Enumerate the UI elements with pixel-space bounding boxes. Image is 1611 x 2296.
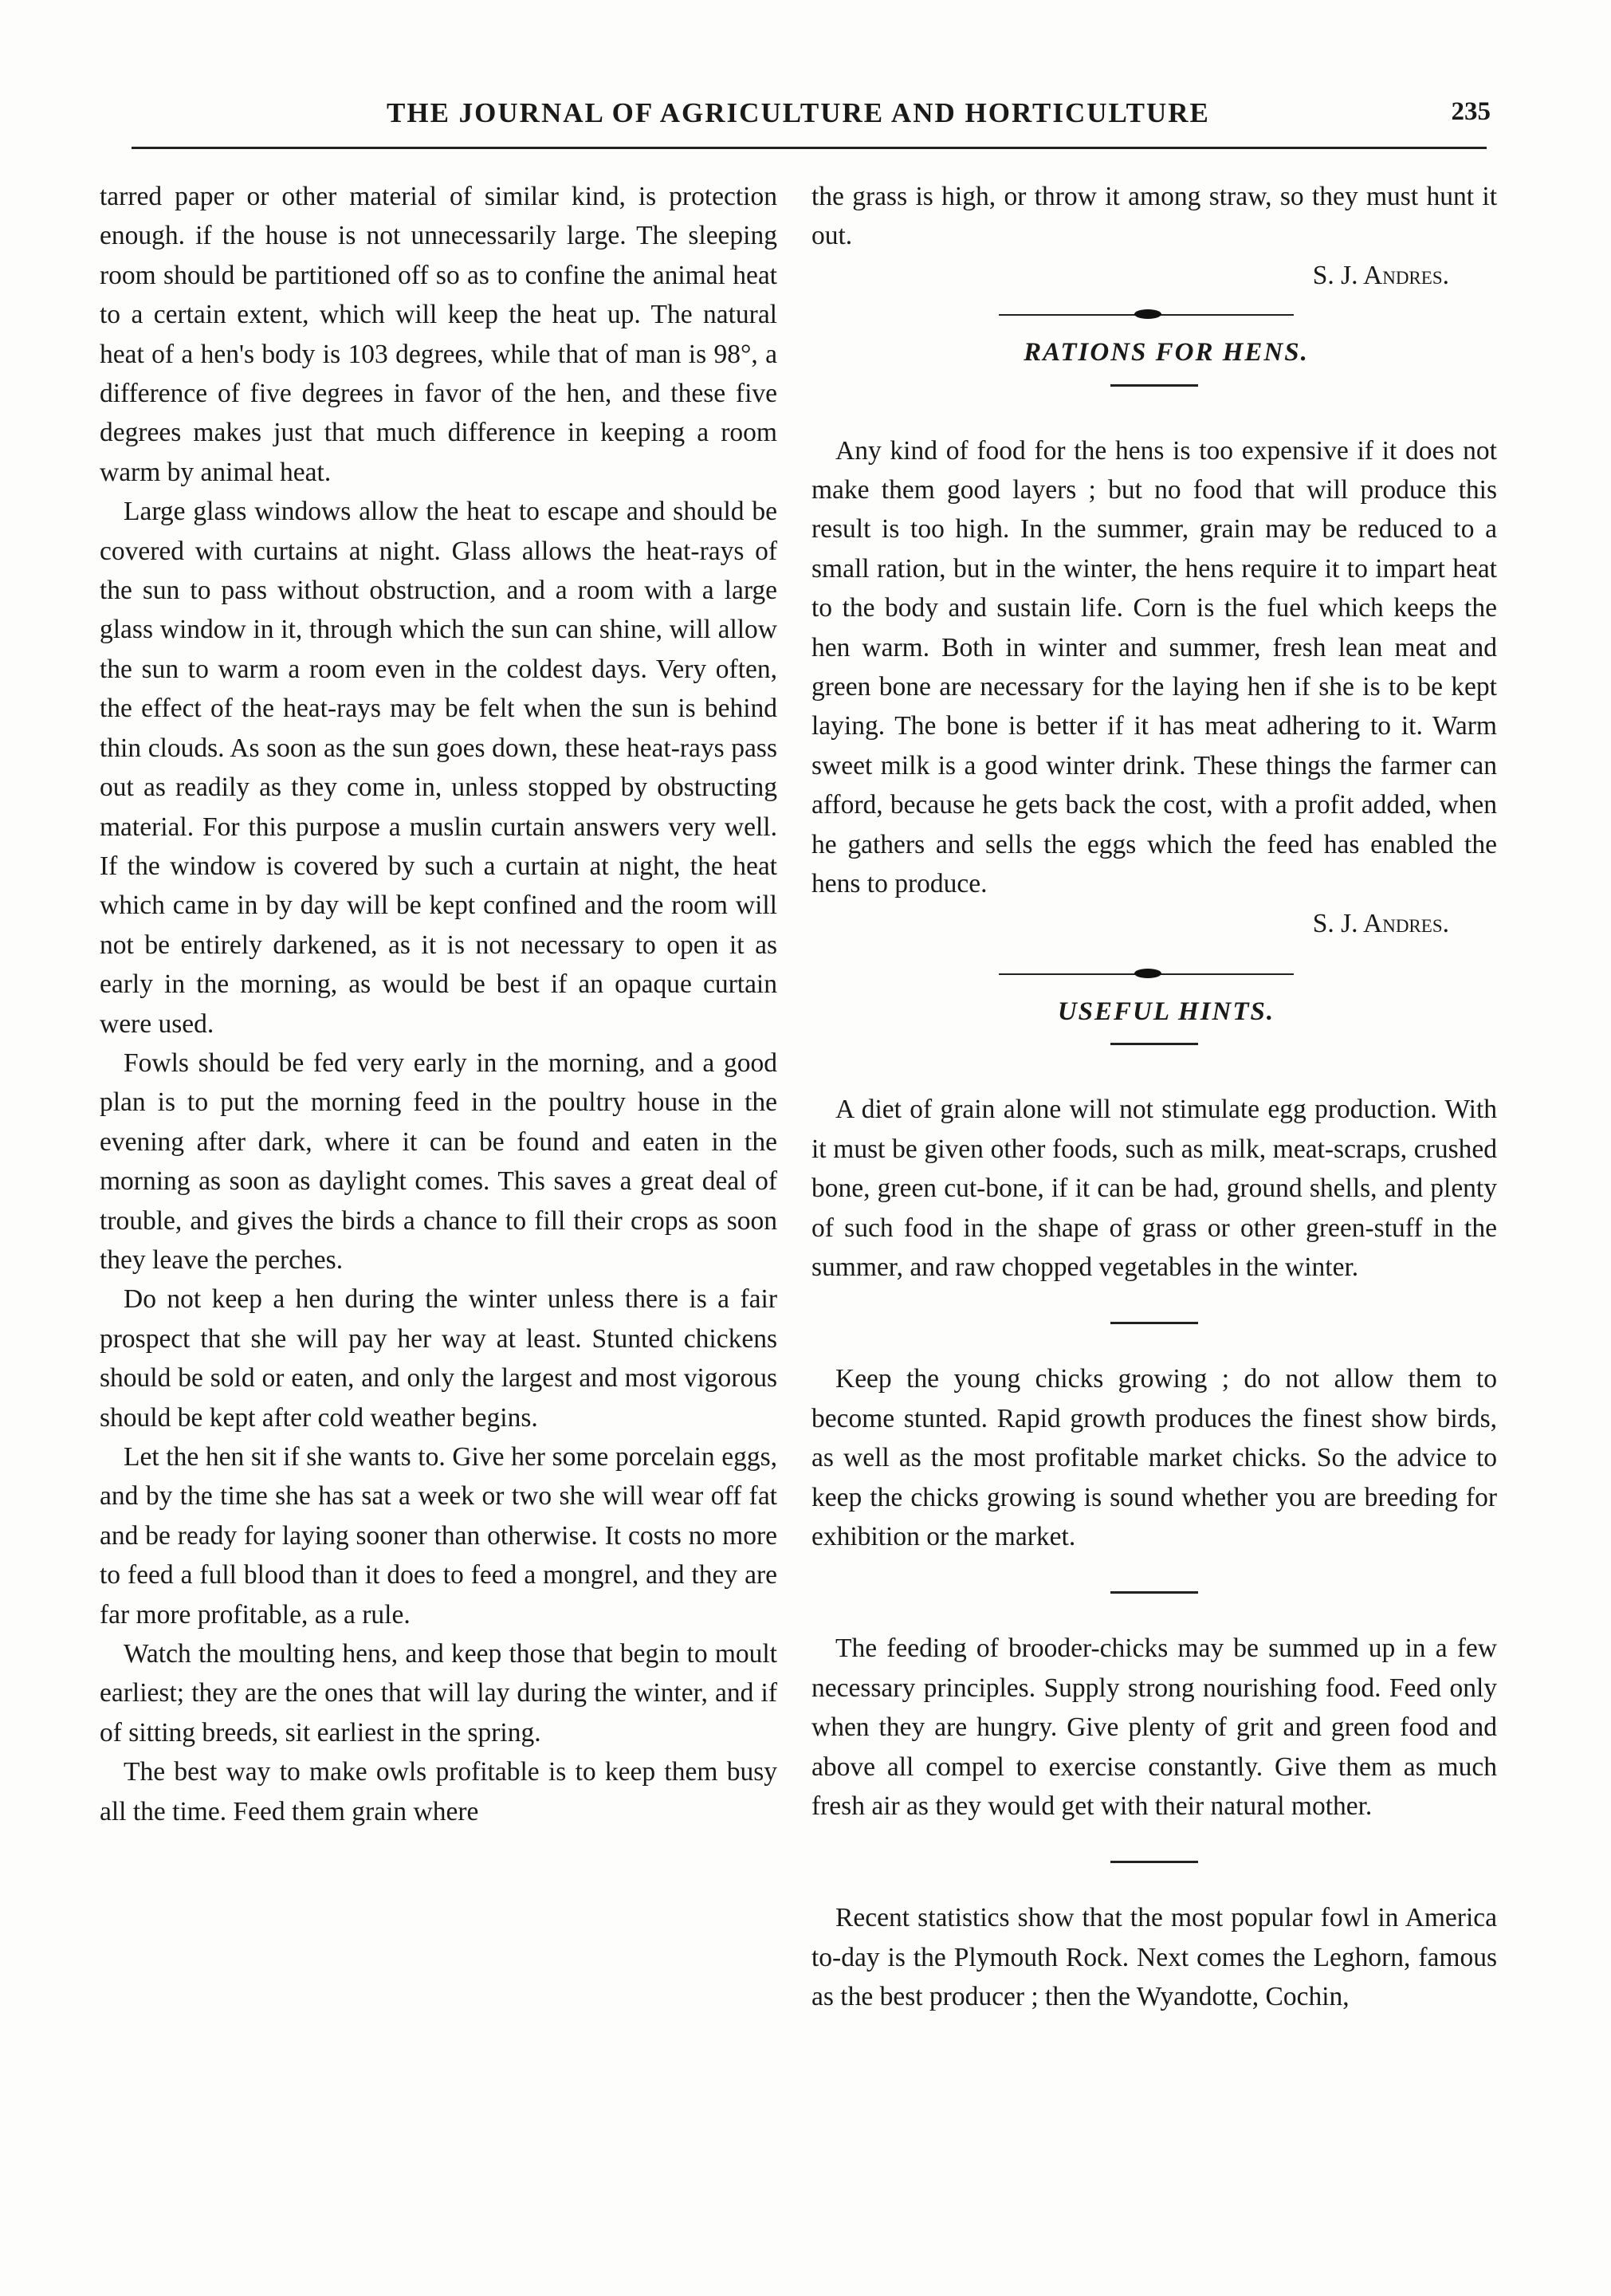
continuation-paragraph (811, 177, 1497, 295)
paragraph: tarred paper or other material of similar kind, is protection enough. if the house is not unnecessarily large. The sleeping room should be partitioned off so as to confine the animal heat to a certain extent, which will keep the heat up. The natural heat of a hen's body is 103 degrees, while that of man is 98°, a difference of five degrees in favor of the hen, and these five degrees makes just that much difference in keeping a room warm by animal heat. (100, 182, 777, 487)
hint-paragraph: The feeding of brooder-chicks may be summed up in a few necessary principles. Supply strong nourishing food. Feed only when they are hungry. Give plenty of grit and green food and above all compel to exercise constantly. Give them as much fresh air as they would get with their natural mother. (811, 1634, 1497, 1821)
paragraph: Do not keep a hen during the winter unless there is a fair prospect that she will pay her way at least. Stunted chickens should be sold or eaten, and only the largest and most vigorous should be kept after cold weather begins. (100, 1284, 777, 1433)
hint-paragraph: Keep the young chicks growing ; do not allow them to become stunted. Rapid growth produces the finest show birds, as well as the most profitable market chicks. So the advice to keep the chicks growing is sound whether you are breeding for exhibition or the market. (811, 1364, 1497, 1551)
paragraph: Fowls should be fed very early in the morning, and a good plan is to put the morning feed in the poultry house in the evening after dark, where it can be found and eaten in the morning as soon as daylight comes. This saves a great deal of trouble, and gives the birds a chance to fill their crops as soon they leave the perches. (100, 1048, 777, 1275)
rations-paragraph (811, 431, 1497, 943)
paragraph: Let the hen sit if she wants to. Give her some porcelain eggs, and by the time she has sat a week or two she will wear off fat and be ready for laying sooner than otherwise. It costs no more to feed a full blood than it does to feed a mongrel, and they are far more profitable, as a rule. (100, 1442, 777, 1630)
hint-paragraph: Recent statistics show that the most popular fowl in America to-day is the Plymouth Rock. Next comes the Leghorn, famous as the best producer ; then the Wyandotte, Cochin, (811, 1903, 1497, 2012)
signature: S. J. Andres. (1312, 908, 1449, 938)
section-divider-ornament (811, 954, 1497, 993)
section-divider-ornament (811, 295, 1497, 333)
journal-title: THE JOURNAL OF AGRICULTURE AND HORTICULTURE (387, 97, 1210, 128)
paragraph: Large glass windows allow the heat to escape and should be covered with curtains at night. Glass allows the heat-rays of the sun to pass without obstruction, and a room with a large glass window in it, through which the sun can shine, will allow the sun to warm a room even in the coldest days. Very often, the effect of the heat-rays may be felt when the sun is behind thin clouds. As soon as the sun goes down, these heat-rays pass out as readily as they come in, unless stopped by obstructing material. For this purpose a muslin curtain answers very well. If the window is covered by such a curtain at night, the heat which came in by day will be kept confined and the room will not be entirely darkened, as it is not necessary to open it as early in the morning, as would be best if an opaque curtain were used. (100, 497, 777, 1039)
page-number: 235 (1451, 97, 1491, 126)
section-heading-hints: USEFUL HINTS. (1057, 997, 1275, 1026)
rations-text: Any kind of food for the hens is too expensive if it does not make them good layers ; but no food that will produce this result is too high. In the summer, grain may be reduced to a small ration, but in the winter, the hens require it to impart heat to the body and sustain life. Corn is the fuel which keeps the hen warm. Both in winter and summer, fresh lean meat and green bone are necessary for the laying hen if she is to be kept laying. The bone is better if it has meat adhering to it. Warm sweet milk is a good winter drink. These things the farmer can afford, because he gets back the cost, with a profit added, when he gathers and sells the eggs which the feed has enabled the hens to produce. (811, 435, 1497, 899)
divider-dot (1134, 969, 1161, 978)
divider-dot (1134, 309, 1161, 319)
signature: S. J. Andres. (1312, 260, 1449, 290)
running-head (136, 94, 1491, 142)
section-heading-rations: RATIONS FOR HENS. (1024, 338, 1309, 368)
left-column (100, 177, 777, 1831)
paragraph: Watch the moulting hens, and keep those that begin to moult earliest; they are the ones that will lay during the winter, and if of sitting breeds, sit earliest in the spring. (100, 1639, 777, 1748)
header-rule (132, 147, 1487, 149)
paragraph: The best way to make owls profitable is to keep them busy all the time. Feed them grain where (100, 1757, 777, 1826)
right-column (811, 177, 1497, 2017)
hint-paragraph: A diet of grain alone will not stimulate egg production. With it must be given other foods, such as milk, meat-scraps, crushed bone, green cut-bone, if it can be had, ground shells, and plenty of such food in the shape of grass or other green-stuff in the summer, and raw chopped vegetables in the winter. (811, 1095, 1497, 1282)
continuation-text: the grass is high, or throw it among straw, so they must hunt it out. (811, 182, 1497, 251)
